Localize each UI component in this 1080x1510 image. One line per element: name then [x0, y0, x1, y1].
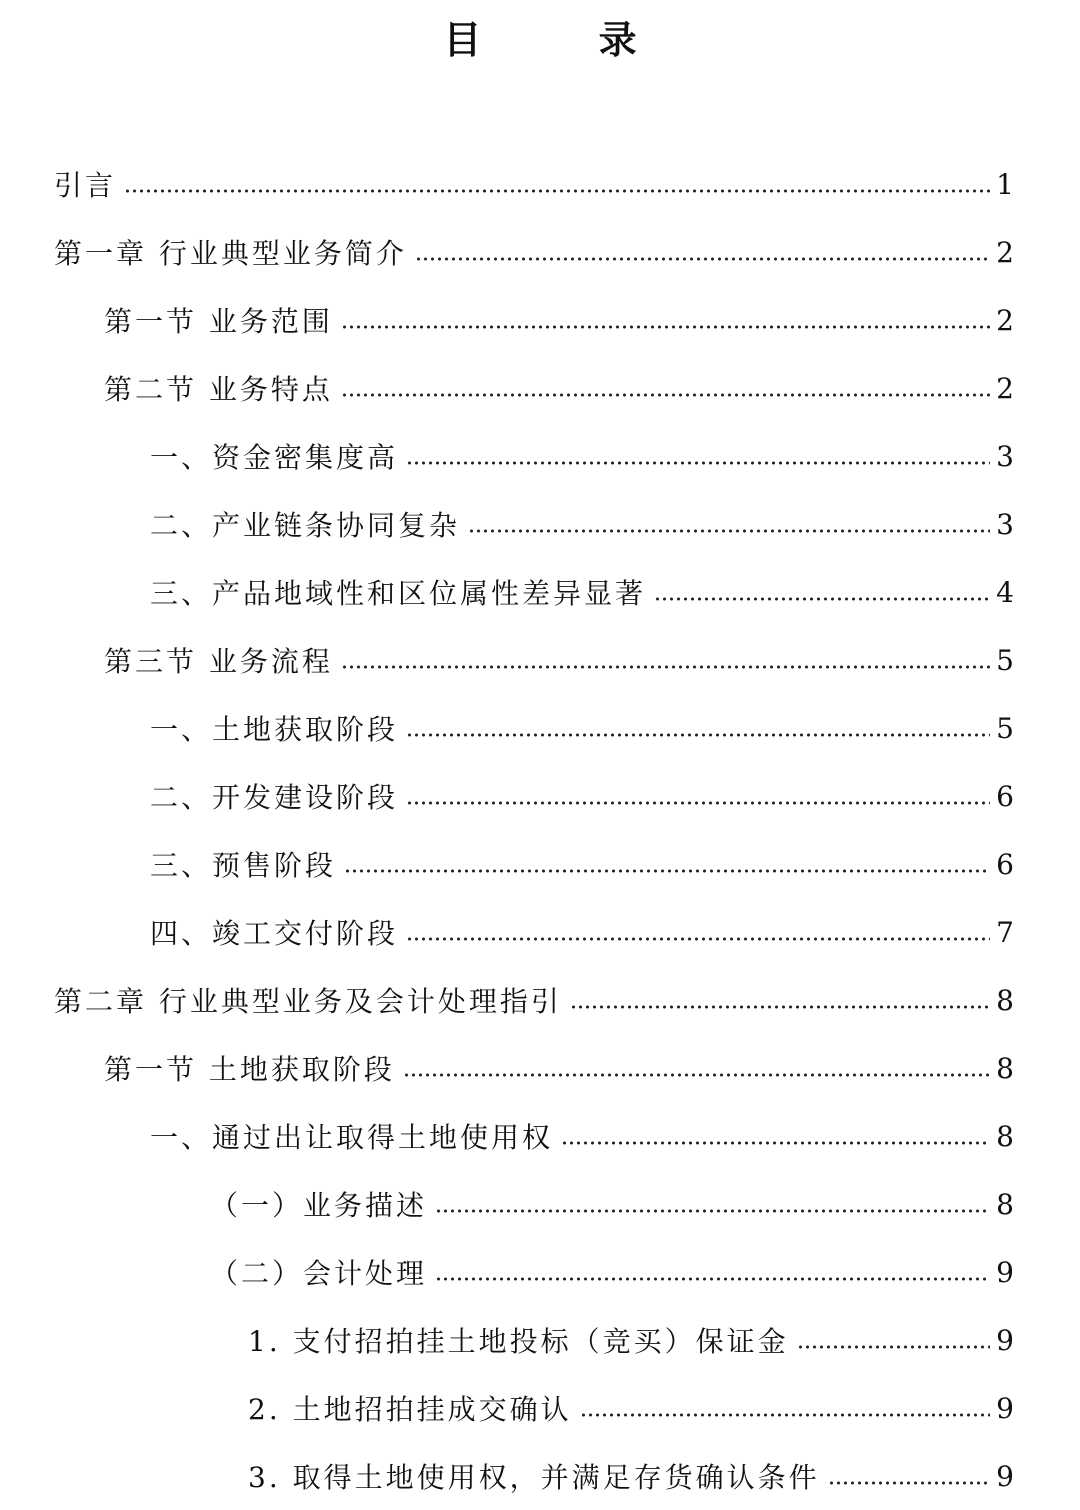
dot-leader [797, 1345, 991, 1349]
toc-entry-page-number: 8 [996, 1051, 1014, 1085]
toc-entry[interactable] [0, 218, 1080, 286]
dot-leader [435, 1209, 990, 1213]
toc-entry-title: 第一章 行业典型业务简介 [54, 237, 407, 270]
dot-leader [654, 597, 990, 601]
dot-leader [406, 733, 990, 737]
toc-entry[interactable] [0, 422, 1080, 490]
dot-leader [403, 1073, 990, 1077]
toc-entry-page-number: 2 [996, 371, 1014, 405]
toc-entry-title: 引言 [54, 169, 117, 202]
toc-entry[interactable] [0, 1034, 1080, 1102]
toc-entry-title: 2. 土地招拍挂成交确认 [248, 1393, 572, 1426]
toc-entry[interactable] [0, 830, 1080, 898]
toc-entry-page-number: 9 [996, 1459, 1014, 1493]
toc-entry[interactable] [0, 1374, 1080, 1442]
toc-entry[interactable] [0, 762, 1080, 830]
toc-entry-title: 三、产品地域性和区位属性差异显著 [150, 577, 647, 610]
toc-entry-page-number: 6 [996, 779, 1014, 813]
dot-leader [570, 1005, 990, 1009]
toc-entry-title: 第一节 土地获取阶段 [104, 1053, 395, 1086]
toc-list [0, 150, 1080, 1510]
toc-entry[interactable] [0, 150, 1080, 218]
toc-entry-page-number: 2 [996, 235, 1014, 269]
toc-entry[interactable] [0, 1238, 1080, 1306]
toc-entry[interactable] [0, 354, 1080, 422]
toc-entry-page-number: 1 [996, 167, 1014, 201]
toc-entry-title: 1. 支付招拍挂土地投标（竞买）保证金 [248, 1325, 789, 1358]
toc-entry[interactable] [0, 1102, 1080, 1170]
toc-entry[interactable] [0, 966, 1080, 1034]
toc-entry-page-number: 8 [996, 983, 1014, 1017]
toc-entry-page-number: 8 [996, 1119, 1014, 1153]
toc-entry[interactable] [0, 1306, 1080, 1374]
dot-leader [406, 461, 990, 465]
toc-entry[interactable] [0, 1170, 1080, 1238]
toc-entry-page-number: 5 [996, 643, 1014, 677]
dot-leader [341, 665, 990, 669]
dot-leader [435, 1277, 990, 1281]
toc-entry[interactable] [0, 286, 1080, 354]
toc-entry-title: 第一节 业务范围 [104, 305, 333, 338]
toc-entry-page-number: 9 [996, 1255, 1014, 1289]
page-title: 目 录 [443, 17, 689, 62]
toc-entry-title: 二、开发建设阶段 [150, 781, 399, 814]
toc-entry-page-number: 3 [996, 507, 1014, 541]
toc-entry-page-number: 7 [996, 915, 1014, 949]
dot-leader [415, 257, 990, 261]
toc-entry-title: 一、资金密集度高 [150, 441, 399, 474]
dot-leader [828, 1481, 991, 1485]
dot-leader [344, 869, 990, 873]
toc-entry-title: 第三节 业务流程 [104, 645, 333, 678]
toc-entry-page-number: 6 [996, 847, 1014, 881]
toc-entry-page-number: 3 [996, 439, 1014, 473]
toc-entry-title: 第二节 业务特点 [104, 373, 333, 406]
toc-entry-title: 一、土地获取阶段 [150, 713, 399, 746]
dot-leader [124, 189, 990, 193]
dot-leader [580, 1413, 991, 1417]
toc-entry-title: 一、通过出让取得土地使用权 [150, 1121, 554, 1154]
dot-leader [341, 393, 990, 397]
toc-entry-page-number: 8 [996, 1187, 1014, 1221]
toc-entry-title: 第二章 行业典型业务及会计处理指引 [54, 985, 562, 1018]
toc-entry[interactable] [0, 1442, 1080, 1510]
dot-leader [468, 529, 990, 533]
toc-entry[interactable] [0, 898, 1080, 966]
toc-entry-page-number: 2 [996, 303, 1014, 337]
toc-entry-title: 三、预售阶段 [150, 849, 337, 882]
toc-entry[interactable] [0, 694, 1080, 762]
toc-entry-page-number: 5 [996, 711, 1014, 745]
toc-entry[interactable] [0, 558, 1080, 626]
toc-entry-title: 四、竣工交付阶段 [150, 917, 399, 950]
toc-entry-page-number: 9 [996, 1391, 1014, 1425]
toc-entry-page-number: 9 [996, 1323, 1014, 1357]
toc-entry-title: 二、产业链条协同复杂 [150, 509, 461, 542]
toc-entry[interactable] [0, 626, 1080, 694]
dot-leader [561, 1141, 990, 1145]
toc-entry-title: （一）业务描述 [210, 1189, 428, 1222]
dot-leader [406, 937, 990, 941]
toc-entry-page-number: 4 [996, 575, 1014, 609]
dot-leader [341, 325, 990, 329]
toc-entry-title: （二）会计处理 [210, 1257, 428, 1290]
toc-entry-title: 3. 取得土地使用权，并满足存货确认条件 [248, 1461, 820, 1494]
dot-leader [406, 801, 990, 805]
toc-entry[interactable] [0, 490, 1080, 558]
